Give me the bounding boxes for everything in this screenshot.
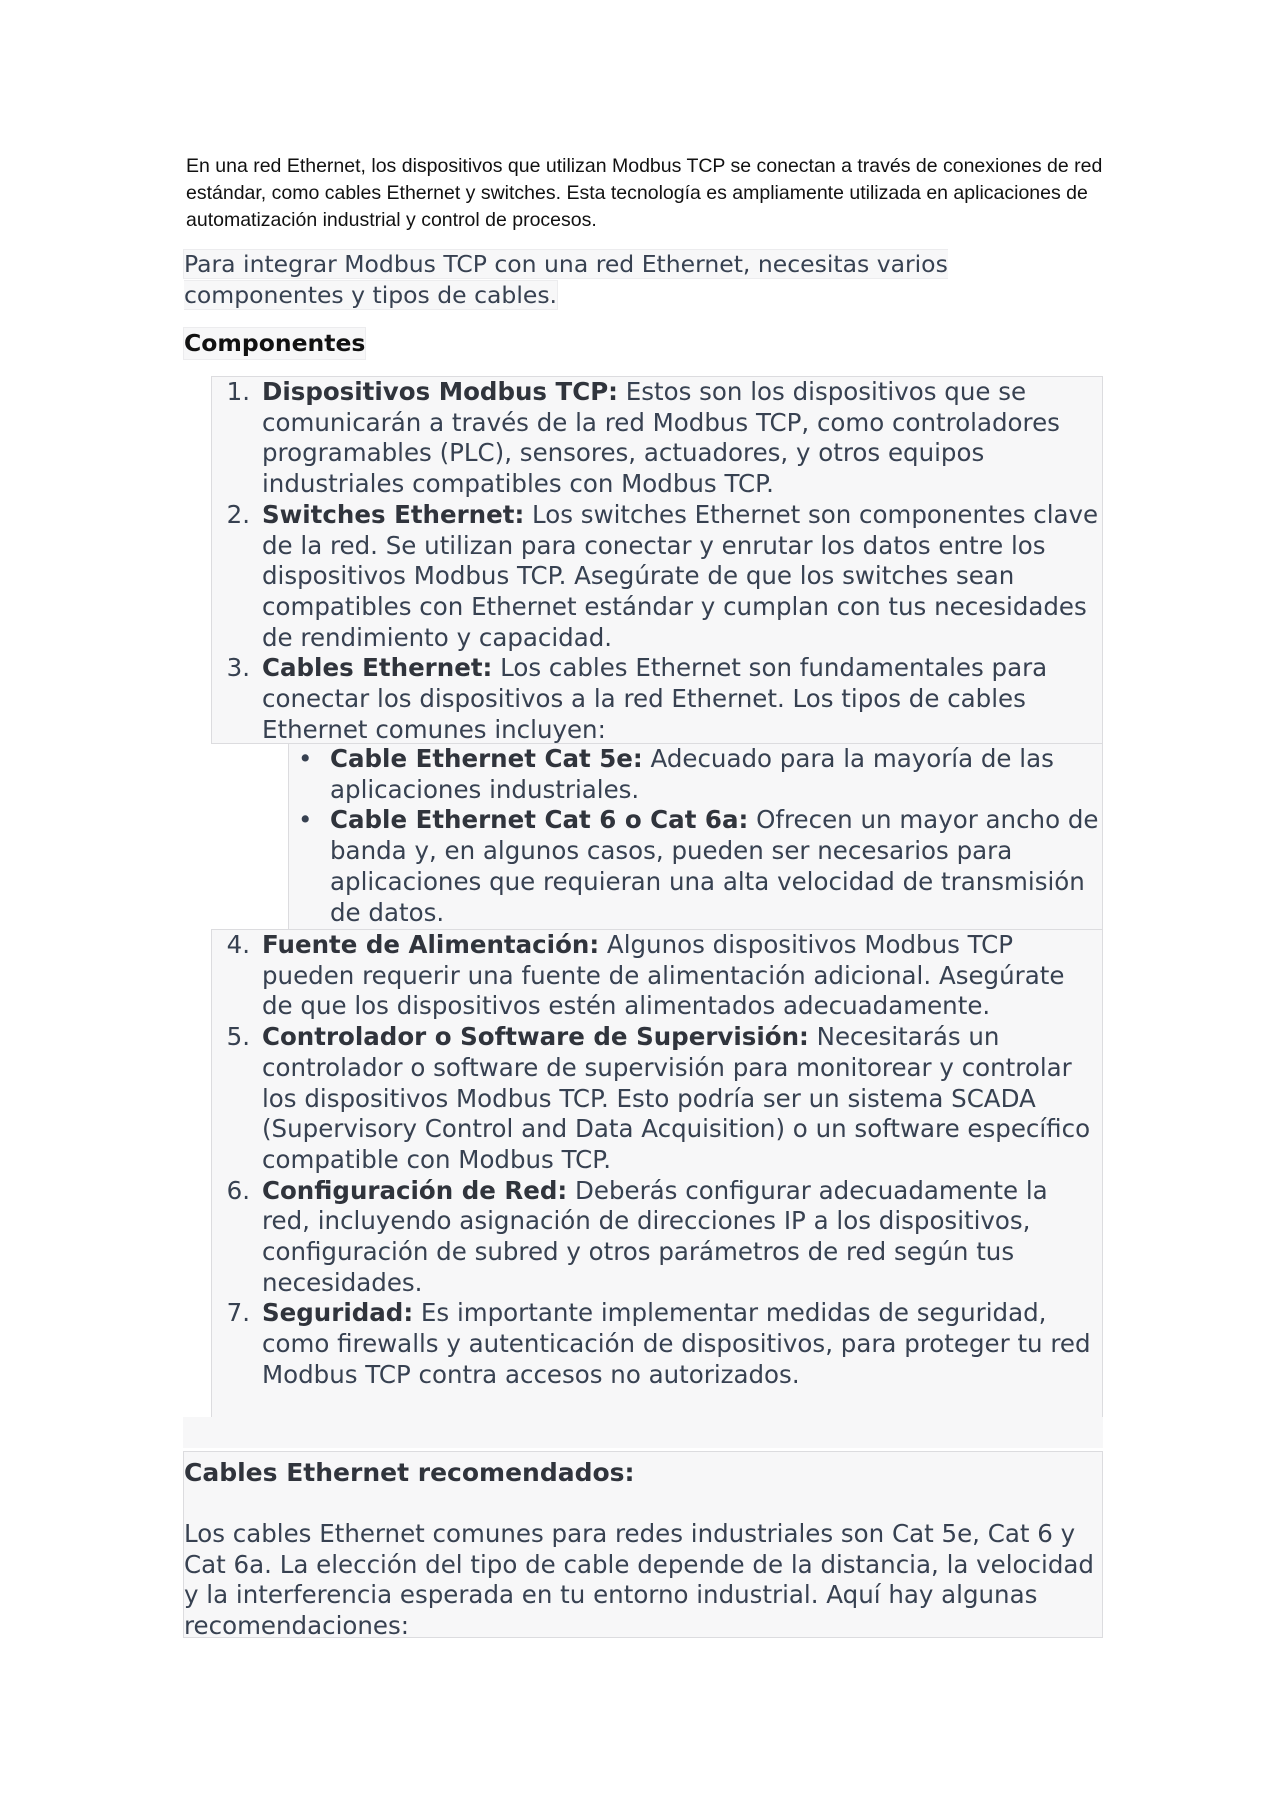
component-text: Los switches Ethernet son componentes clave de la red. Se utilizan para conectar y enrutar los datos entre los dispositivos Modbus TCP. Asegúrate de que los switches sean compatibles con Ethernet estándar y cumplan con tus necesidades de rendimiento y capacidad. <box>262 499 1099 652</box>
recommended-heading: Cables Ethernet recomendados: <box>184 1458 635 1487</box>
component-text: Estos son los dispositivos que se comunicarán a través de la red Modbus TCP, como controladores programables (PLC), sensores, actuadores, y otros equipos industriales compatibles con Modbus TCP. <box>262 377 1060 499</box>
components-list-b <box>212 930 1102 1391</box>
component-item-1: 1. Dispositivos Modbus TCP: Estos son los dispositivos que se comunicarán a través de la red Modbus TCP, como controladores programables (PLC), sensores, actuadores, y otros equipos industriales compatibles con Modbus TCP. <box>226 377 1060 499</box>
component-title: Configuración de Red: <box>262 1175 568 1205</box>
cable-type-text: Adecuado para la mayoría de las aplicaciones industriales. <box>330 744 1054 804</box>
component-title: Controlador o Software de Supervisión: <box>262 1022 809 1052</box>
component-item-2: 2. Switches Ethernet: Los switches Ethernet son componentes clave de la red. Se utilizan para conectar y enrutar los datos entre los dispositivos Modbus TCP. Asegúrate de que los switches sean compatibles con Ethernet estándar y cumplan con tus necesidades de rendimiento y capacidad. <box>226 499 1099 652</box>
component-text: Algunos dispositivos Modbus TCP pueden requerir una fuente de alimentación adicional. Asegúrate de que los dispositivos estén alimentados adecuadamente. <box>262 930 1065 1021</box>
recommended-paragraph: Los cables Ethernet comunes para redes industriales son Cat 5e, Cat 6 y Cat 6a. La elección del tipo de cable depende de la distancia, la velocidad y la interferencia esperada en tu entorno industrial. Aquí hay algunas recomendaciones: <box>184 1519 1094 1641</box>
component-text: Es importante implementar medidas de seguridad, como firewalls y autenticación de dispositivos, para proteger tu red Modbus TCP contra accesos no autorizados. <box>262 1298 1091 1389</box>
intro-paragraph: En una red Ethernet, los dispositivos que utilizan Modbus TCP se conectan a través de conexiones de red estándar, como cables Ethernet y switches. Esta tecnología es ampliamente utilizada en aplicaciones de automatización industrial y control de procesos. <box>186 155 1103 231</box>
component-title: Dispositivos Modbus TCP: <box>262 377 618 406</box>
cable-type-item: • Cable Ethernet Cat 6 o Cat 6a: Ofrecen un mayor ancho de banda y, en algunos casos, pueden ser necesarios para aplicaciones que requieran una alta velocidad de transmisión de datos. <box>298 805 1099 927</box>
component-item-5: 5. Controlador o Software de Supervisión: Necesitarás un controlador o software de supervisión para monitorear y controlar los dispositivos Modbus TCP. Esto podría ser un sistema SCADA (Supervisory Control and Data Acquisition) o un software específico compatible con Modbus TCP. <box>226 1022 1091 1174</box>
component-item-4: 4. Fuente de Alimentación: Algunos dispositivos Modbus TCP pueden requerir una fuente de alimentación adicional. Asegúrate de que los dispositivos estén alimentados adecuadamente. <box>226 930 1065 1021</box>
component-item-3: 3. Cables Ethernet: Los cables Ethernet son fundamentales para conectar los dispositivos a la red Ethernet. Los tipos de cables Ethernet comunes incluyen: <box>226 653 1048 744</box>
cable-type-item: • Cable Ethernet Cat 5e: Adecuado para la mayoría de las aplicaciones industriales. <box>298 744 1054 804</box>
component-title: Fuente de Alimentación: <box>262 930 600 959</box>
lead-paragraph <box>184 249 984 311</box>
component-text: Deberás configurar adecuadamente la red, incluyendo asignación de direcciones IP a los dispositivos, configuración de subred y otros parámetros de red según tus necesidades. <box>262 1175 1048 1297</box>
component-text: Necesitarás un controlador o software de supervisión para monitorear y controlar los dispositivos Modbus TCP. Esto podría ser un sistema SCADA (Supervisory Control and Data Acquisition) o un software específico compatible con Modbus TCP. <box>262 1022 1091 1174</box>
component-title: Cables Ethernet: <box>262 653 493 683</box>
component-text: Los cables Ethernet son fundamentales para conectar los dispositivos a la red Ethernet. Los tipos de cables Ethernet comunes incluyen: <box>262 653 1048 744</box>
lead-text: Para integrar Modbus TCP con una red Ethernet, necesitas varios componentes y tipos de cables. <box>184 250 948 309</box>
component-title: Switches Ethernet: <box>262 499 525 529</box>
cable-type-title: Cable Ethernet Cat 5e: <box>330 744 643 773</box>
cable-type-text: Ofrecen un mayor ancho de banda y, en algunos casos, pueden ser necesarios para aplicaciones que requieran una alta velocidad de transmisión de datos. <box>330 805 1099 927</box>
component-title: Seguridad: <box>262 1298 414 1328</box>
cable-types-list <box>290 744 1100 928</box>
gap-box <box>183 1417 1103 1448</box>
components-heading: Componentes <box>184 329 366 357</box>
component-item-6: 6. Configuración de Red: Deberás configurar adecuadamente la red, incluyendo asignación de direcciones IP a los dispositivos, configuración de subred y otros parámetros de red según tus necesidades. <box>226 1175 1048 1297</box>
component-item-7: 7. Seguridad: Es importante implementar medidas de seguridad, como firewalls y autenticación de dispositivos, para proteger tu red Modbus TCP contra accesos no autorizados. <box>226 1298 1091 1389</box>
components-list-a <box>212 377 1102 745</box>
cable-type-title: Cable Ethernet Cat 6 o Cat 6a: <box>330 805 749 835</box>
